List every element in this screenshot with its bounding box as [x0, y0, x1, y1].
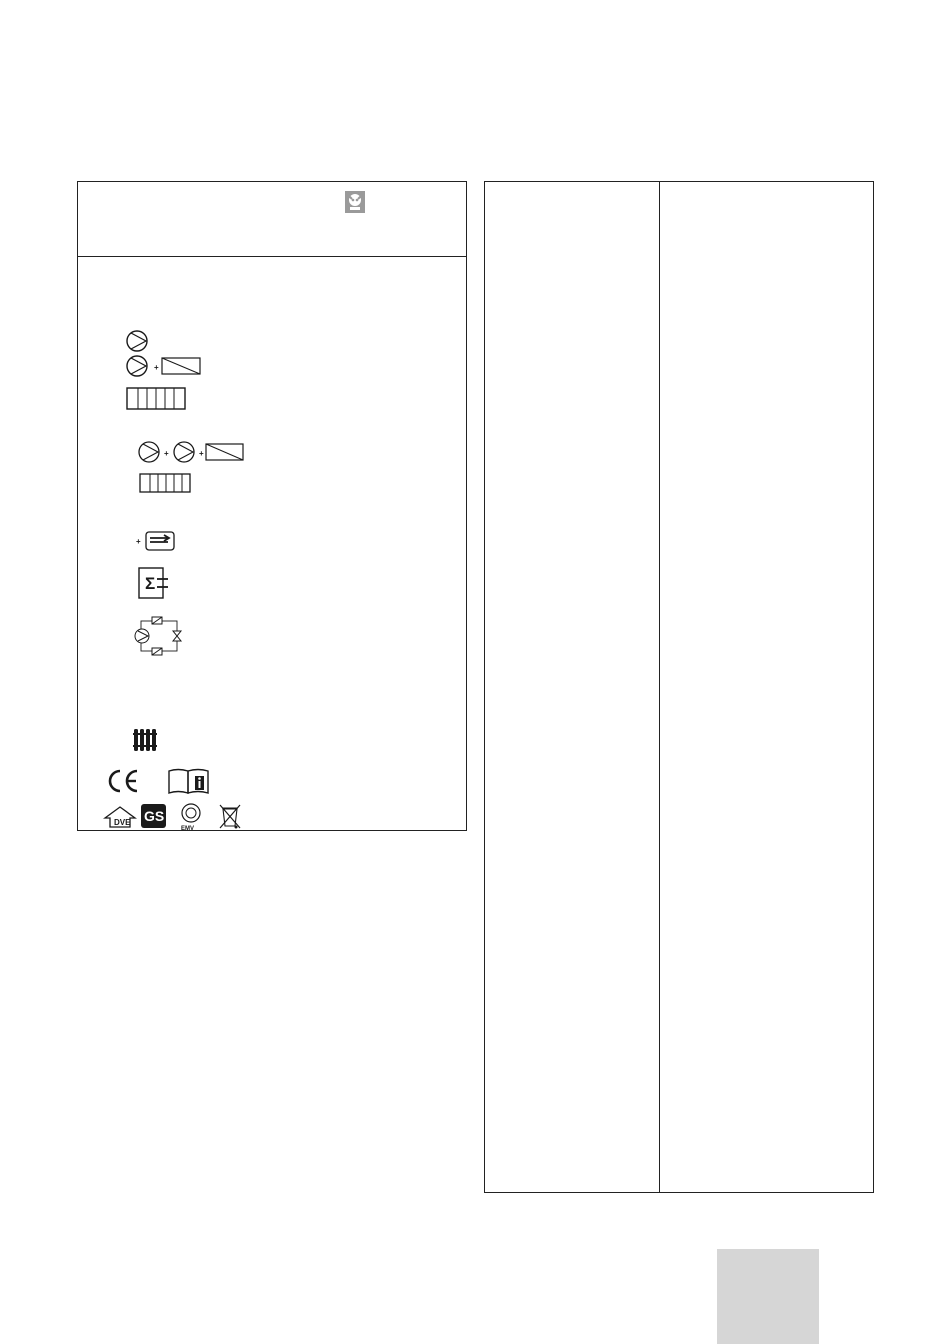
legend-column-divider [659, 182, 660, 1192]
svg-text:Σ: Σ [145, 574, 156, 593]
svg-text:+: + [164, 449, 169, 458]
barcode-icon [260, 773, 430, 813]
gs-mark-icon [140, 803, 168, 829]
ce-mark-icon [106, 768, 140, 794]
svg-text:EMV: EMV [181, 826, 195, 832]
heater-stages-icon [126, 387, 188, 411]
emv-mark-icon [178, 802, 206, 832]
legend-table [484, 181, 874, 1193]
svg-text:+: + [136, 537, 141, 546]
svg-text:GS: GS [144, 808, 165, 824]
p-max-icon [126, 416, 170, 440]
refrigerant-circuit-icon [136, 614, 186, 660]
p-two-pumps-compressor-icon [126, 440, 296, 464]
vde-mark-icon [103, 805, 137, 829]
svg-text:+: + [154, 363, 159, 372]
data-plate-header-divider [78, 256, 466, 257]
heat-exchanger-icon [138, 567, 172, 601]
current-plus-start-icon [126, 530, 178, 554]
svg-text:DVE: DVE [114, 818, 131, 827]
svg-text:+: + [199, 449, 204, 458]
weee-bin-icon [218, 802, 242, 830]
info-book-icon [168, 767, 210, 795]
p-heater-stages-icon [126, 472, 198, 496]
radiator-icon [133, 725, 159, 757]
data-plate [77, 181, 467, 831]
pump-icon [126, 330, 152, 352]
current-icon [126, 505, 138, 523]
page-tab [717, 1249, 819, 1344]
vaillant-logo [344, 188, 462, 216]
pump-plus-compressor-icon [126, 354, 256, 378]
